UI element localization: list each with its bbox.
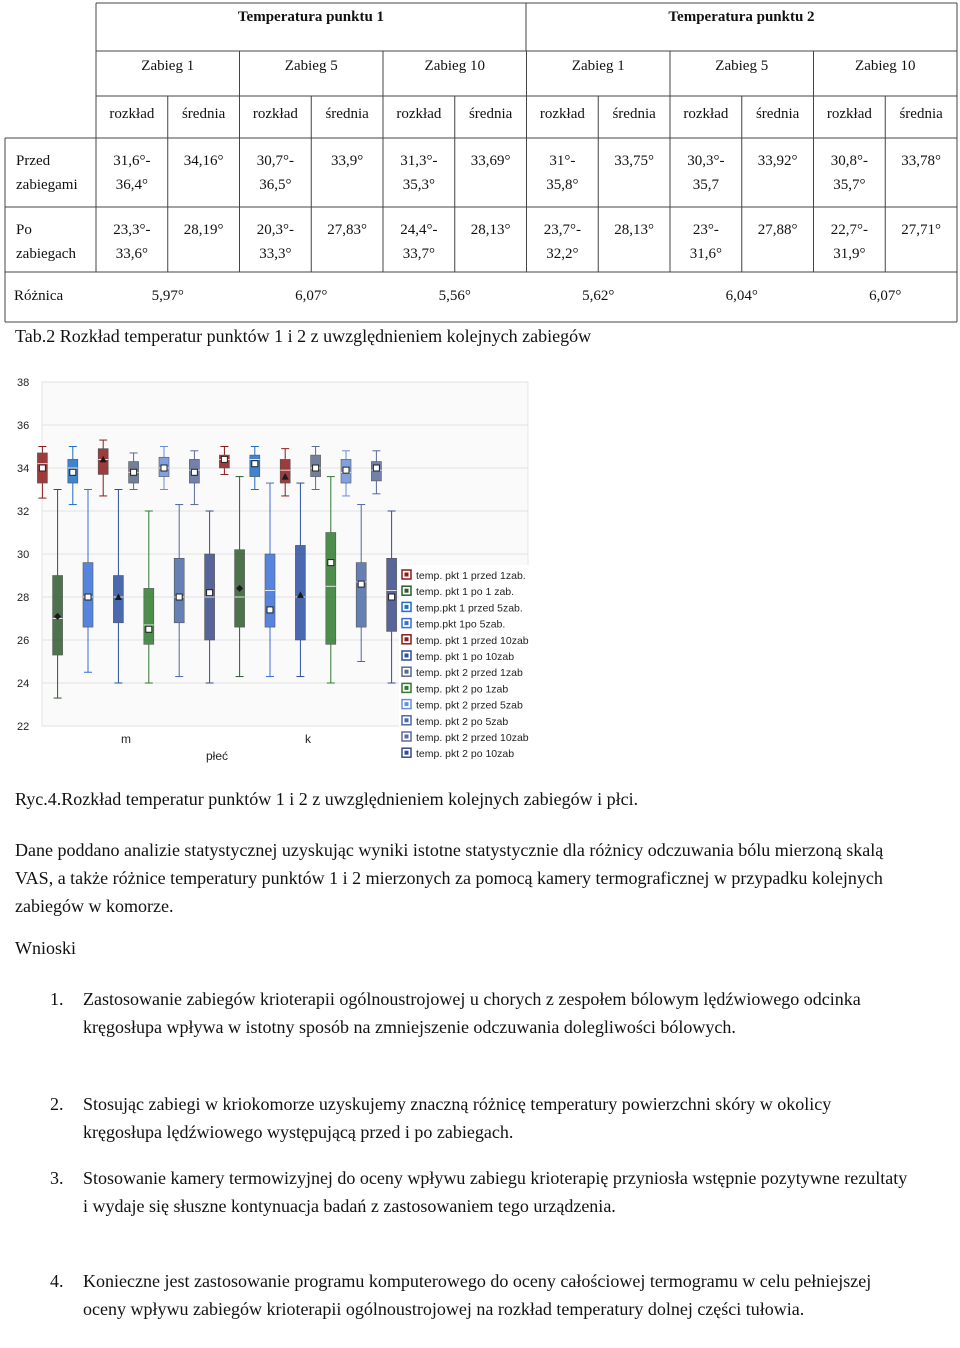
table-cell: 31,6°-: [113, 153, 151, 169]
legend-swatch-fill: [405, 702, 409, 706]
legend-swatch-fill: [405, 654, 409, 658]
table-cell: 33,75°: [614, 153, 654, 169]
legend-label: temp.pkt 1po 5zab.: [416, 618, 506, 631]
table-cell: 30,7°-: [256, 153, 294, 169]
session-header: Zabieg 10: [424, 58, 485, 74]
table-cell: 35,3°: [402, 177, 435, 193]
temperature-table: [0, 0, 960, 325]
x-axis-label: płeć: [205, 749, 229, 763]
legend-swatch-fill: [405, 751, 409, 755]
legend-label: temp. pkt 2 przed 10zab: [416, 732, 529, 744]
table-cell: 6,07°: [869, 288, 902, 304]
mean-marker: [161, 465, 167, 471]
legend-swatch-fill: [405, 686, 409, 690]
box: [326, 533, 336, 645]
y-tick-label: 28: [17, 592, 30, 604]
table-cell: 31°-: [549, 153, 576, 169]
mean-marker: [343, 467, 349, 473]
table-cell: 33,9°: [331, 153, 364, 169]
table-cell: 27,88°: [757, 222, 798, 238]
table-cell: 20,3°-: [256, 222, 294, 238]
legend-swatch-fill: [405, 718, 409, 722]
table-cell: 33,92°: [757, 153, 798, 169]
mean-marker: [373, 465, 379, 471]
mean-marker: [131, 469, 137, 475]
y-tick-label: 32: [17, 506, 30, 518]
conclusion-number: 4.: [50, 1271, 64, 1291]
column-header: rozkład: [252, 106, 298, 122]
table-cell: 35,7°: [833, 177, 866, 193]
table-cell: 28,19°: [183, 222, 224, 238]
legend-label: temp. pkt 2 przed 1zab: [416, 667, 523, 680]
mean-marker: [267, 607, 273, 613]
row-label: zabiegami: [16, 177, 78, 193]
group-header: Temperatura punktu 1: [237, 9, 385, 25]
row-label: Po: [16, 222, 32, 238]
y-tick-label: 36: [17, 420, 30, 432]
table-cell: 36,4°: [115, 177, 148, 193]
legend-label: temp. pkt 1 po 1 zab.: [416, 586, 515, 599]
conclusion-number: 2.: [50, 1094, 64, 1114]
mean-marker: [39, 465, 45, 471]
legend-label: temp. pkt 2 przed 5zab: [416, 699, 523, 712]
table-cell: 6,07°: [295, 288, 328, 304]
column-header: rozkład: [539, 106, 585, 122]
table-cell: 31,6°: [689, 246, 722, 262]
table-cell: 31,9°: [833, 246, 866, 262]
row-label: Przed: [16, 153, 51, 169]
legend-label: temp. pkt 2 po 10zab: [416, 748, 515, 761]
legend-swatch-fill: [405, 670, 409, 674]
mean-marker: [85, 594, 91, 600]
column-header: średnia: [612, 106, 656, 122]
table-cell: 33,3°: [259, 246, 292, 262]
mean-marker: [389, 594, 395, 600]
session-header: Zabieg 10: [855, 58, 916, 74]
legend-swatch-fill: [405, 573, 409, 577]
table-cell: 5,62°: [582, 288, 615, 304]
table-caption: Tab.2 Rozkład temperatur punktów 1 i 2 z uwzględnieniem kolejnych zabiegów: [15, 326, 592, 346]
y-tick-label: 24: [17, 678, 30, 690]
mean-marker: [146, 626, 152, 632]
row-label: Różnica: [14, 288, 64, 304]
y-tick-label: 34: [17, 463, 30, 475]
y-tick-label: 30: [17, 549, 30, 561]
figure-caption: Ryc.4.Rozkład temperatur punktów 1 i 2 z uwzględnieniem kolejnych zabiegów i płci.: [15, 789, 639, 809]
legend-label: temp.pkt 1 przed 5zab.: [416, 602, 523, 615]
table-cell: 5,56°: [438, 288, 471, 304]
table-cell: 23°-: [692, 222, 719, 238]
analysis-paragraph: Dane poddano analizie statystycznej uzyskując wyniki istotne statystycznie dla różnicy odczuwania bólu mierzoną skalą VAS, a także różnice temperatury punktów 1 i 2 mierzonych za pomocą kamery termograficznej w przypadku kolejnych zabiegów w komorze.: [15, 840, 884, 916]
legend-label: temp. pkt 2 po 1zab: [416, 683, 509, 696]
table-cell: 24,4°-: [400, 222, 438, 238]
mean-marker: [252, 461, 258, 467]
x-tick-label: k: [305, 732, 311, 746]
mean-marker: [176, 594, 182, 600]
legend-swatch-fill: [405, 735, 409, 739]
y-tick-label: 26: [17, 635, 30, 647]
table-cell: 33,78°: [901, 153, 941, 169]
legend-swatch-fill: [405, 589, 409, 593]
session-header: Zabieg 1: [141, 58, 195, 74]
table-cell: 32,2°: [546, 246, 579, 262]
legend-swatch-fill: [405, 605, 409, 609]
x-tick-label: m: [121, 732, 131, 746]
box: [144, 588, 154, 644]
table-cell: 34,16°: [183, 153, 224, 169]
table-cell: 36,5°: [259, 177, 292, 193]
table-cell: 30,3°-: [687, 153, 725, 169]
legend-label: temp. pkt 1 przed 10zab: [416, 634, 529, 647]
table-cell: 23,3°-: [113, 222, 151, 238]
table-cell: 33,69°: [470, 153, 511, 169]
table-cell: 22,7°-: [830, 222, 868, 238]
mean-marker: [358, 581, 364, 587]
table-cell: 28,13°: [470, 222, 511, 238]
mean-marker: [207, 590, 213, 596]
boxplot-chart: [14, 370, 542, 766]
column-header: rozkład: [683, 106, 729, 122]
column-header: średnia: [755, 106, 800, 122]
table-cell: 23,7°-: [543, 222, 581, 238]
column-header: rozkład: [109, 106, 155, 122]
legend-swatch-fill: [405, 621, 409, 625]
column-header: średnia: [325, 106, 369, 122]
legend-swatch-fill: [405, 637, 409, 641]
mean-marker: [328, 560, 334, 566]
column-header: średnia: [468, 106, 513, 122]
conclusion-text: Stosowanie kamery termowizyjnej do oceny wpływu zabiegu krioterapię przyniosła wstępnie pozytywne rezultaty i wydaje się słuszne kontynuacja badań z zastosowaniem tego urządzenia.: [83, 1168, 908, 1216]
table-cell: 35,7: [692, 177, 719, 193]
mean-marker: [313, 465, 319, 471]
conclusion-number: 3.: [50, 1168, 64, 1188]
legend-label: temp. pkt 2 po 5zab: [416, 715, 509, 728]
column-header: rozkład: [396, 106, 442, 122]
session-header: Zabieg 5: [715, 58, 769, 74]
y-tick-label: 38: [17, 377, 30, 389]
box: [174, 558, 184, 623]
table-cell: 33,6°: [115, 246, 148, 262]
conclusion-text: Stosując zabiegi w kriokomorze uzyskujemy znaczną różnicę temperatury powierzchni skóry w okolicy kręgosłupa lędźwiowego występującą przed i po zabiegach.: [83, 1094, 832, 1142]
table-cell: 35,8°: [546, 177, 579, 193]
table-cell: 30,8°-: [830, 153, 868, 169]
row-label: zabiegach: [16, 246, 76, 262]
table-cell: 33,7°: [402, 246, 435, 262]
group-header: Temperatura punktu 2: [668, 9, 815, 25]
conclusion-text: Konieczne jest zastosowanie programu komputerowego do oceny całościowej termogramu w celu pełniejszej oceny wpływu zabiegów krioterapii ogólnoustrojowej na rozkład temperatury dolnej części tułowia.: [83, 1271, 872, 1319]
session-header: Zabieg 1: [571, 58, 625, 74]
column-header: średnia: [181, 106, 226, 122]
table-cell: 5,97°: [151, 288, 184, 304]
legend-label: temp. pkt 1 po 10zab: [416, 651, 515, 663]
conclusions-heading: Wnioski: [15, 938, 76, 958]
table-cell: 6,04°: [725, 288, 758, 304]
mean-marker: [70, 469, 76, 475]
table-cell: 27,71°: [901, 222, 941, 238]
mean-marker: [221, 456, 227, 462]
column-header: rozkład: [826, 106, 872, 122]
mean-marker: [191, 469, 197, 475]
box: [356, 563, 366, 628]
column-header: średnia: [899, 106, 943, 122]
conclusion-number: 1.: [50, 989, 64, 1009]
table-cell: 27,83°: [327, 222, 367, 238]
legend-label: temp. pkt 1 przed 1zab.: [416, 570, 526, 582]
session-header: Zabieg 5: [284, 58, 338, 74]
table-cell: 28,13°: [614, 222, 654, 238]
conclusion-text: Zastosowanie zabiegów krioterapii ogólnoustrojowej u chorych z zespołem bólowym lędźwiowego odcinka kręgosłupa wpływa w istotny sposób na zmniejszenie odczuwania dolegliwości bólowych.: [83, 989, 861, 1037]
y-tick-label: 22: [17, 721, 30, 733]
table-cell: 31,3°-: [400, 153, 438, 169]
